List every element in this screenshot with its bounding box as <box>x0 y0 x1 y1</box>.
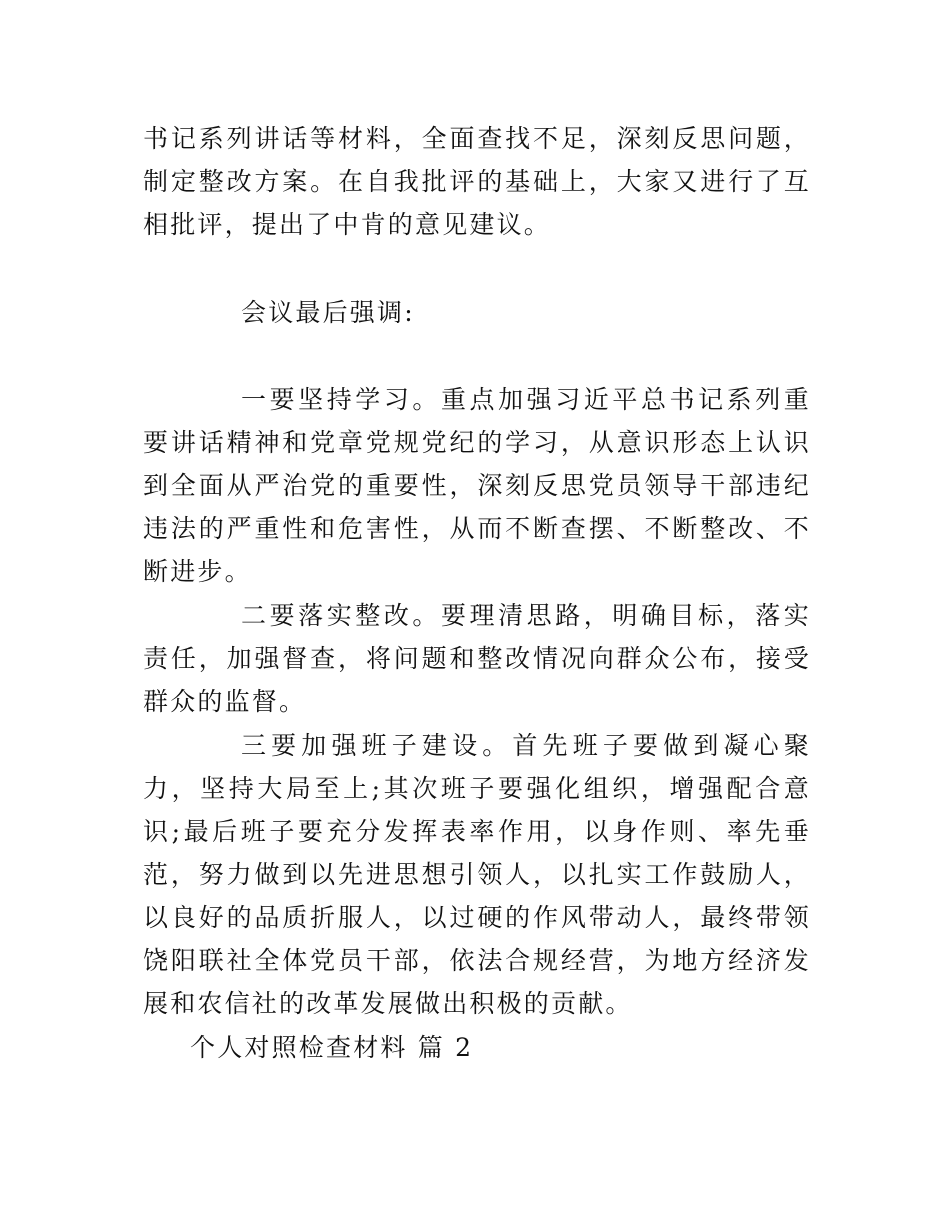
paragraph-point-three: 三要加强班子建设。首先班子要做到凝心聚力，坚持大局至上;其次班子要强化组织，增强配合意识;最后班子要充分发挥表率作用，以身作则、率先垂范，努力做到以先进思想引领人，以扎实工作鼓励人，以良好的品质折服人，以过硬的作风带动人，最终带领饶阳联社全体党员干部，依法合规经营，为地方经济发展和农信社的改革发展做出积极的贡献。 <box>143 731 811 1018</box>
paragraph-point-one: 一要坚持学习。重点加强习近平总书记系列重要讲话精神和党章党规党纪的学习，从意识形态上认识到全面从严治党的重要性，深刻反思党员领导干部违纪违法的严重性和危害性，从而不断查摆、不断整改、不断进步。 <box>143 385 811 586</box>
paragraph-point-two: 二要落实整改。要理清思路，明确目标，落实责任，加强督查，将问题和整改情况向群众公布，接受群众的监督。 <box>143 601 811 716</box>
paragraph-meeting-emphasis: 会议最后强调: <box>241 298 415 327</box>
paragraph-continuation: 书记系列讲话等材料，全面查找不足，深刻反思问题，制定整改方案。在自我批评的基础上，大家又进行了互相批评，提出了中肯的意见建议。 <box>143 124 811 239</box>
section-heading: 个人对照检查材料 篇 2 <box>190 1033 474 1062</box>
